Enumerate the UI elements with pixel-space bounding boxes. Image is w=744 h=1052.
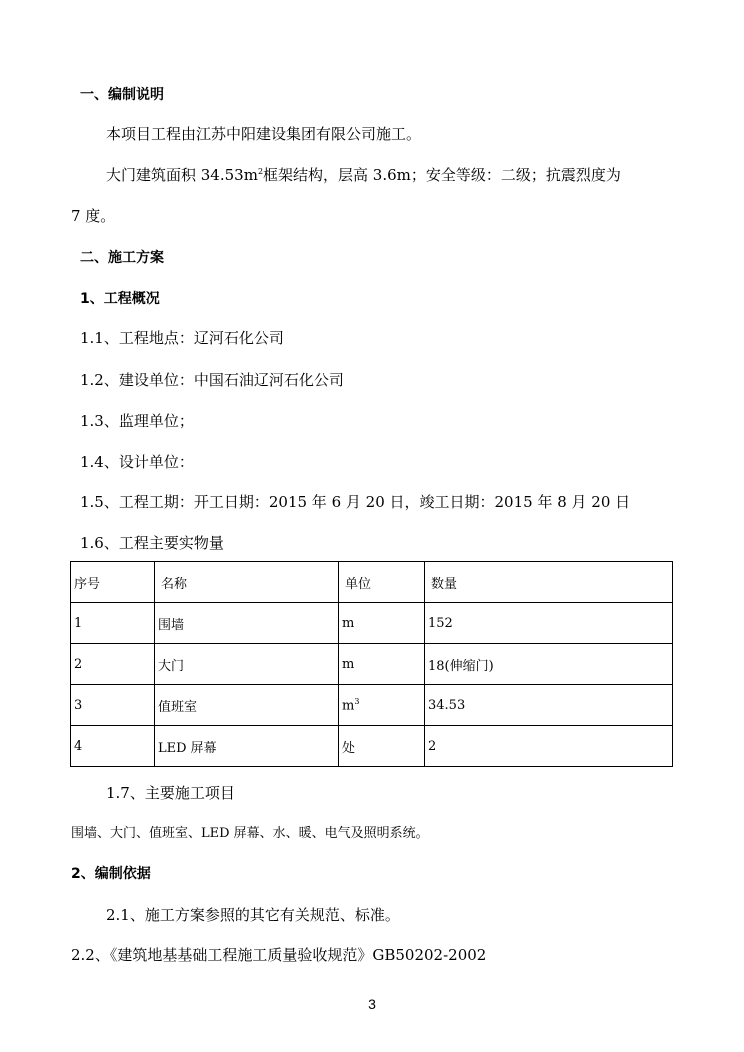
table-cell: 34.53 — [425, 685, 673, 726]
table-cell: 2 — [71, 644, 155, 685]
item-quantities: 1.6、工程主要实物量 — [80, 534, 224, 552]
table-cell: 大门 — [155, 644, 339, 685]
item-owner: 1.2、建设单位：中国石油辽河石化公司 — [80, 371, 344, 389]
table-cell: 152 — [425, 603, 673, 644]
header-cell: 单位 — [339, 562, 425, 603]
table-cell: LED 屏幕 — [155, 726, 339, 767]
paragraph-contractor: 本项目工程由江苏中阳建设集团有限公司施工。 — [106, 125, 422, 143]
item-designer: 1.4、设计单位： — [80, 453, 194, 471]
table-cell: 1 — [71, 603, 155, 644]
table-cell: 18(伸缩门) — [425, 644, 673, 685]
quantities-table — [70, 561, 673, 767]
table-row — [71, 685, 673, 726]
header-cell: 名称 — [155, 562, 339, 603]
paragraph-building-info-cont: 7 度。 — [71, 207, 116, 225]
table-cell: 2 — [425, 726, 673, 767]
table-cell: 处 — [339, 726, 425, 767]
item-schedule: 1.5、工程工期：开工日期：2015 年 6 月 20 日，竣工日期：2015 年 8 月 20 日 — [80, 493, 631, 511]
section-title-plan: 二、施工方案 — [80, 250, 164, 266]
item-location: 1.1、工程地点：辽河石化公司 — [80, 329, 284, 347]
section-title-preparation: 一、编制说明 — [80, 87, 164, 103]
table-cell: 3 — [71, 685, 155, 726]
table-row — [71, 644, 673, 685]
basis-item-2: 2.2、《建筑地基基础工程施工质量验收规范》GB50202-2002 — [71, 946, 487, 964]
header-cell: 序号 — [71, 562, 155, 603]
table-cell: m — [339, 603, 425, 644]
table-cell: 围墙 — [155, 603, 339, 644]
table-header-row — [71, 562, 673, 603]
table-cell: m — [339, 644, 425, 685]
header-cell: 数量 — [425, 562, 673, 603]
item-supervisor: 1.3、监理单位； — [80, 412, 194, 430]
item-main-works: 1.7、主要施工项目 — [106, 784, 235, 802]
table-row — [71, 603, 673, 644]
subsection-title-overview: 1、工程概况 — [80, 291, 160, 307]
projects-list: 围墙、大门、值班室、LED 屏幕、水、暖、电气及照明系统。 — [71, 826, 429, 841]
table-row — [71, 726, 673, 767]
table-cell: 4 — [71, 726, 155, 767]
basis-item-1: 2.1、施工方案参照的其它有关规范、标准。 — [106, 906, 400, 924]
subsection-title-basis: 2、编制依据 — [71, 866, 151, 882]
page-number: 3 — [368, 996, 376, 1012]
table-cell: 值班室 — [155, 685, 339, 726]
table-cell: $m^3$ — [339, 685, 425, 726]
paragraph-building-info: 大门建筑面积 $34.53m^2$框架结构，层高 3.6m；安全等级：二级；抗震烈度为 — [106, 166, 621, 184]
